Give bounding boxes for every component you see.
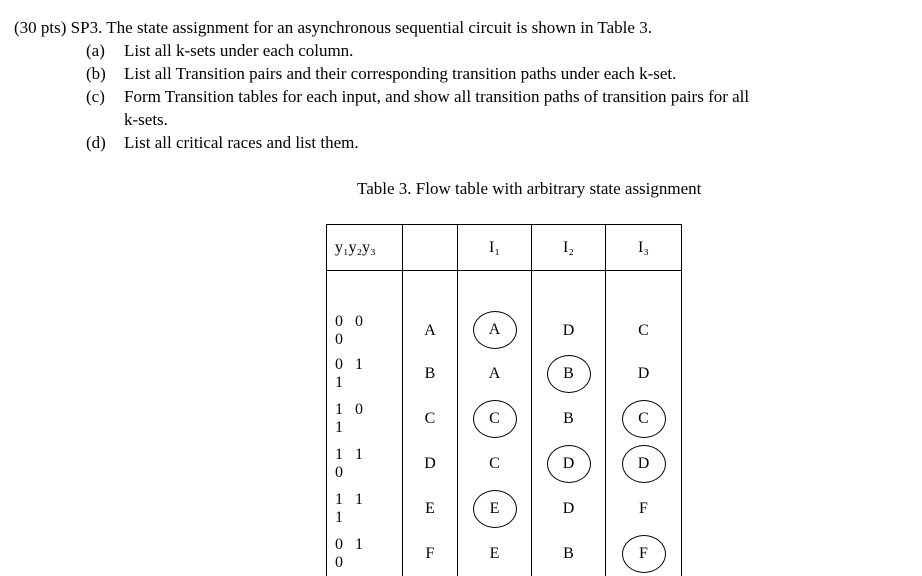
state-code-cell xyxy=(327,441,403,486)
next-state-i3-value: F xyxy=(623,491,665,527)
next-state-i3-stable-circle: F xyxy=(622,535,666,573)
state-code-value: 0 1 1 xyxy=(335,356,377,392)
next-state-i3-stable-circle: D xyxy=(622,445,666,483)
next-state-i2-value: B xyxy=(548,536,590,572)
state-name-value: E xyxy=(409,491,451,527)
next-state-i2-cell xyxy=(532,271,606,352)
next-state-i3-value: D xyxy=(623,356,665,392)
next-state-i3-stable-circle: C xyxy=(622,400,666,438)
part-c-continuation: k-sets. xyxy=(124,110,168,130)
state-code-cell xyxy=(327,396,403,441)
state-code-value: 1 0 1 xyxy=(335,401,377,437)
next-state-i3-cell xyxy=(606,396,682,441)
next-state-i1-cell xyxy=(458,531,532,576)
next-state-i2-value: D xyxy=(548,491,590,527)
header-assignment: y₁y₂y₃ xyxy=(327,225,403,271)
table-row xyxy=(327,531,682,576)
state-name-cell xyxy=(403,271,458,352)
next-state-i3-cell xyxy=(606,271,682,352)
next-state-i2-value: B xyxy=(548,401,590,437)
state-name-value: B xyxy=(409,356,451,392)
next-state-i3-value: C xyxy=(623,313,665,349)
next-state-i1-cell xyxy=(458,396,532,441)
header-input-1: I₁ xyxy=(458,225,532,271)
next-state-i1-value: C xyxy=(474,446,516,482)
next-state-i1-stable-circle: E xyxy=(473,490,517,528)
state-name-value: F xyxy=(409,536,451,572)
state-code-value: 0 1 0 xyxy=(335,536,377,572)
problem-heading: (30 pts) SP3. The state assignment for an asynchronous sequential circuit is shown in Table 3. xyxy=(14,18,652,38)
next-state-i1-cell xyxy=(458,351,532,396)
part-c-text: Form Transition tables for each input, and show all transition paths of transition pairs for all xyxy=(124,87,749,107)
part-a-text: List all k-sets under each column. xyxy=(124,41,353,61)
next-state-i1-cell xyxy=(458,271,532,352)
state-code-cell xyxy=(327,531,403,576)
part-a-label: (a) xyxy=(86,41,105,61)
header-input-3: I₃ xyxy=(606,225,682,271)
state-code-value: 1 1 0 xyxy=(335,446,377,482)
next-state-i2-stable-circle: B xyxy=(547,355,591,393)
next-state-i1-stable-circle: A xyxy=(473,311,517,349)
part-c-label: (c) xyxy=(86,87,105,107)
state-name-value: C xyxy=(409,401,451,437)
next-state-i2-cell xyxy=(532,396,606,441)
table-row xyxy=(327,271,682,352)
state-code-value: 1 1 1 xyxy=(335,491,377,527)
next-state-i2-cell xyxy=(532,486,606,531)
next-state-i1-stable-circle: C xyxy=(473,400,517,438)
part-b-label: (b) xyxy=(86,64,106,84)
state-name-cell xyxy=(403,396,458,441)
next-state-i2-cell xyxy=(532,441,606,486)
state-name-cell xyxy=(403,486,458,531)
next-state-i3-cell xyxy=(606,531,682,576)
state-code-cell xyxy=(327,486,403,531)
state-name-cell xyxy=(403,531,458,576)
header-state xyxy=(403,225,458,271)
table-row xyxy=(327,486,682,531)
header-input-2: I₂ xyxy=(532,225,606,271)
next-state-i3-cell xyxy=(606,486,682,531)
part-d-label: (d) xyxy=(86,133,106,153)
next-state-i2-value: D xyxy=(548,313,590,349)
part-b-text: List all Transition pairs and their corresponding transition paths under each k-set. xyxy=(124,64,676,84)
table-row xyxy=(327,351,682,396)
state-name-value: D xyxy=(409,446,451,482)
next-state-i2-cell xyxy=(532,351,606,396)
next-state-i1-value: A xyxy=(474,356,516,392)
table-row xyxy=(327,396,682,441)
state-name-cell xyxy=(403,351,458,396)
state-code-cell xyxy=(327,351,403,396)
next-state-i1-cell xyxy=(458,441,532,486)
next-state-i1-cell xyxy=(458,486,532,531)
table-row xyxy=(327,441,682,486)
state-code-value: 0 0 0 xyxy=(335,313,377,349)
next-state-i1-value: E xyxy=(474,536,516,572)
state-name-value: A xyxy=(409,313,451,349)
next-state-i3-cell xyxy=(606,351,682,396)
table-body xyxy=(327,271,682,576)
state-code-cell xyxy=(327,271,403,352)
part-d-text: List all critical races and list them. xyxy=(124,133,359,153)
table-caption: Table 3. Flow table with arbitrary state assignment xyxy=(357,179,701,199)
table-header-row xyxy=(327,225,682,271)
state-name-cell xyxy=(403,441,458,486)
next-state-i3-cell xyxy=(606,441,682,486)
next-state-i2-cell xyxy=(532,531,606,576)
flow-table xyxy=(326,224,682,576)
next-state-i2-stable-circle: D xyxy=(547,445,591,483)
